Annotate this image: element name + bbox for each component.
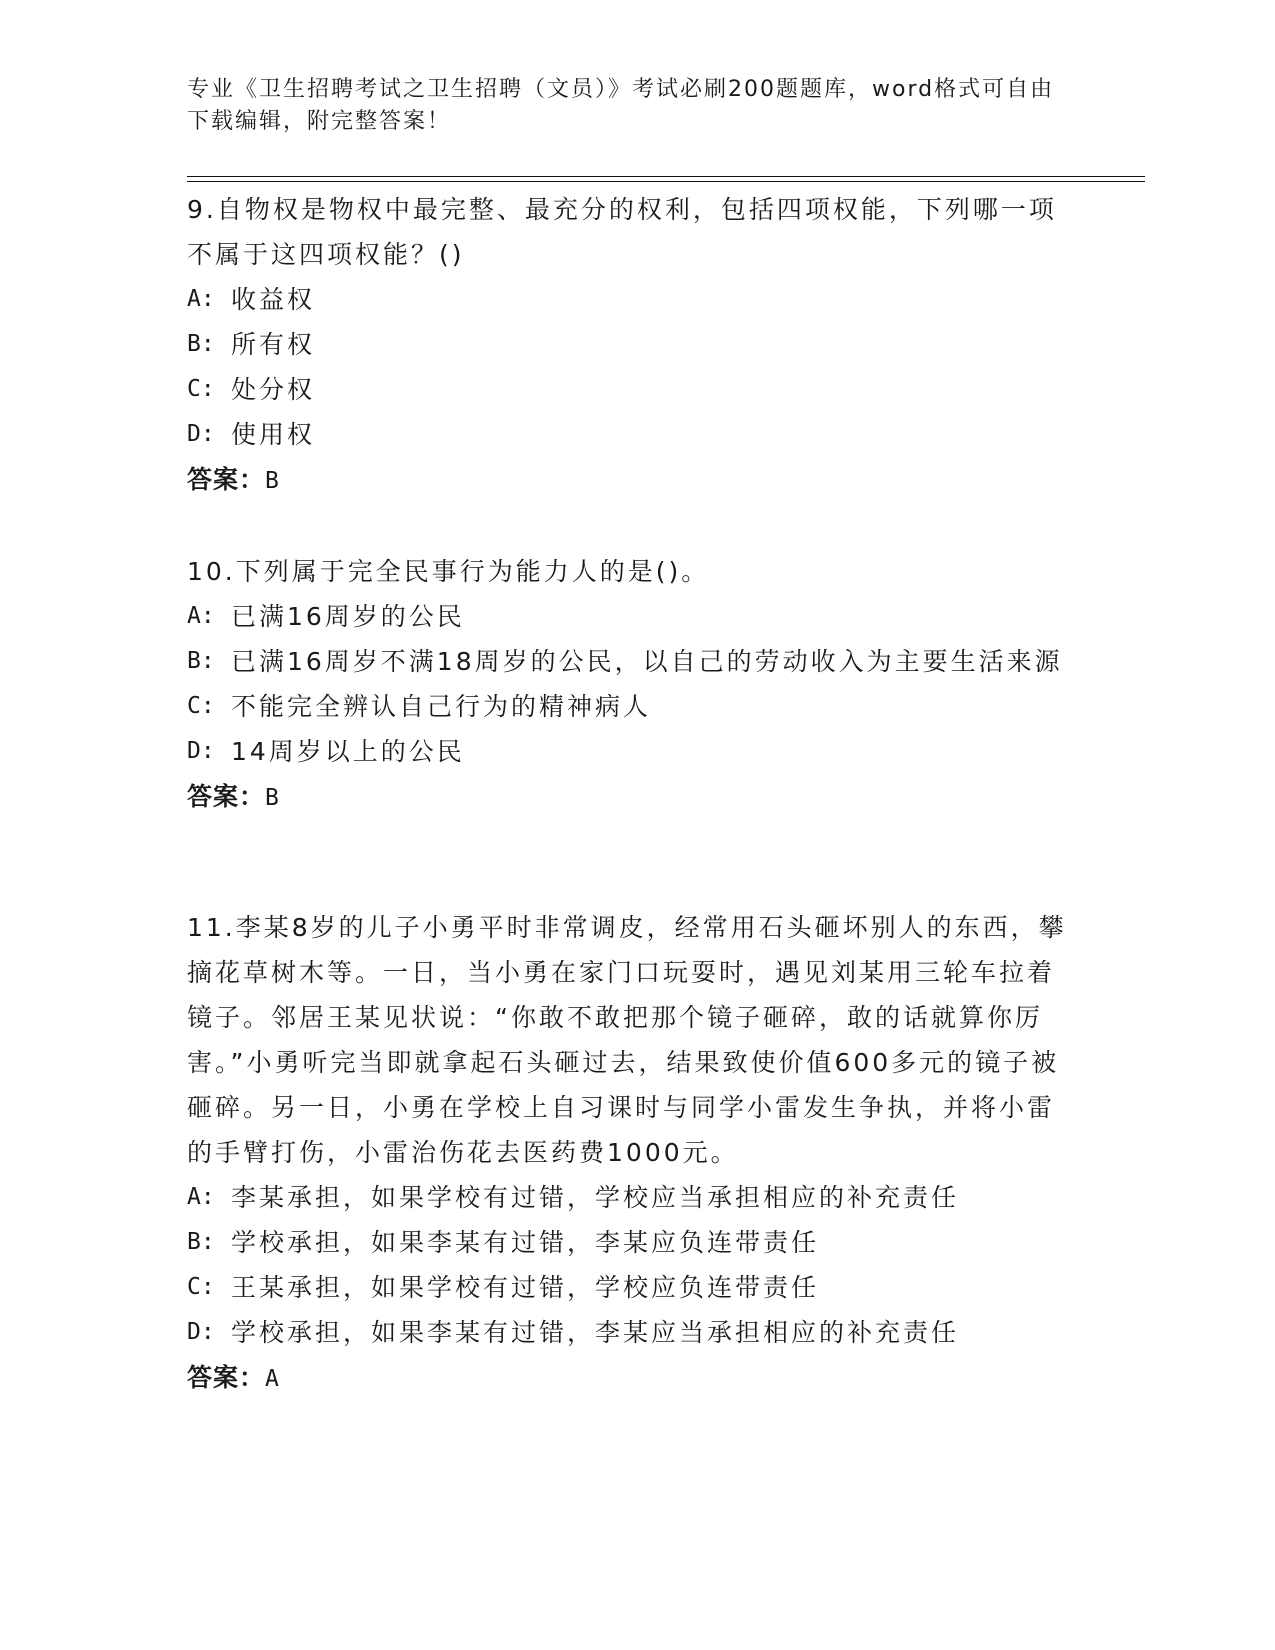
option-text: 已满16周岁不满18周岁的公民，以自己的劳动收入为主要生活来源 [231, 647, 1063, 676]
option-text: 收益权 [231, 285, 316, 314]
option-a [187, 277, 1067, 322]
answer-line [187, 457, 1067, 504]
header-divider-top [187, 176, 1145, 177]
option-letter: A: [187, 286, 215, 312]
option-text: 王某承担，如果学校有过错，学校应负连带责任 [231, 1273, 820, 1302]
option-letter: A: [187, 1184, 215, 1210]
question-stem: 10.下列属于完全民事行为能力人的是()。 [187, 557, 710, 586]
option-letter: B: [187, 331, 215, 357]
option-text: 使用权 [231, 420, 316, 449]
answer-label: 答案： [187, 465, 266, 494]
document-intro: 专业《卫生招聘考试之卫生招聘（文员）》考试必刷200题题库，word格式可自由下载编辑，附完整答案！ [187, 77, 1055, 134]
option-text: 不能完全辨认自己行为的精神病人 [231, 692, 652, 721]
option-text: 14周岁以上的公民 [231, 737, 465, 766]
option-text: 已满16周岁的公民 [231, 602, 465, 631]
answer-line [187, 774, 1067, 821]
question-11 [187, 905, 1067, 1402]
answer-value: A [265, 1366, 280, 1392]
option-text: 李某承担，如果学校有过错，学校应当承担相应的补充责任 [231, 1183, 960, 1212]
option-a [187, 594, 1067, 639]
option-d [187, 412, 1067, 457]
answer-value: B [265, 785, 280, 811]
option-letter: B: [187, 1229, 215, 1255]
option-letter: A: [187, 603, 215, 629]
option-c [187, 367, 1067, 412]
option-text: 学校承担，如果李某有过错，李某应负连带责任 [231, 1228, 820, 1257]
option-c [187, 1265, 1067, 1310]
question-10 [187, 549, 1067, 821]
option-a [187, 1175, 1067, 1220]
question-stem: 11.李某8岁的儿子小勇平时非常调皮，经常用石头砸坏别人的东西，攀摘花草树木等。一日，当小勇在家门口玩耍时，遇见刘某用三轮车拉着镜子。邻居王某见状说：“你敢不敢把那个镜子砸碎，敢的话就算你厉害。”小勇听完当即就拿起石头砸过去，结果致使价值600多元的镜子被砸碎。另一日，小勇在学校上自习课时与同学小雷发生争执，并将小雷的手臂打伤，小雷治伤花去医药费1000元。 [187, 913, 1067, 1167]
answer-label: 答案： [187, 782, 266, 811]
header-divider-bottom [187, 181, 1145, 182]
option-letter: B: [187, 648, 215, 674]
answer-value: B [265, 468, 280, 494]
option-text: 处分权 [231, 375, 316, 404]
option-letter: D: [187, 738, 215, 764]
option-letter: C: [187, 376, 215, 402]
option-letter: D: [187, 1319, 215, 1345]
option-text: 所有权 [231, 330, 316, 359]
option-d [187, 1310, 1067, 1355]
answer-label: 答案： [187, 1363, 266, 1392]
answer-line [187, 1355, 1067, 1402]
question-9 [187, 187, 1067, 504]
option-text: 学校承担，如果李某有过错，李某应当承担相应的补充责任 [231, 1318, 960, 1347]
option-b [187, 1220, 1067, 1265]
option-c [187, 684, 1067, 729]
option-letter: D: [187, 421, 215, 447]
option-b [187, 639, 1067, 684]
question-stem: 9.自物权是物权中最完整、最充分的权利，包括四项权能，下列哪一项不属于这四项权能？() [187, 195, 1057, 269]
option-letter: C: [187, 693, 215, 719]
option-d [187, 729, 1067, 774]
option-b [187, 322, 1067, 367]
option-letter: C: [187, 1274, 215, 1300]
